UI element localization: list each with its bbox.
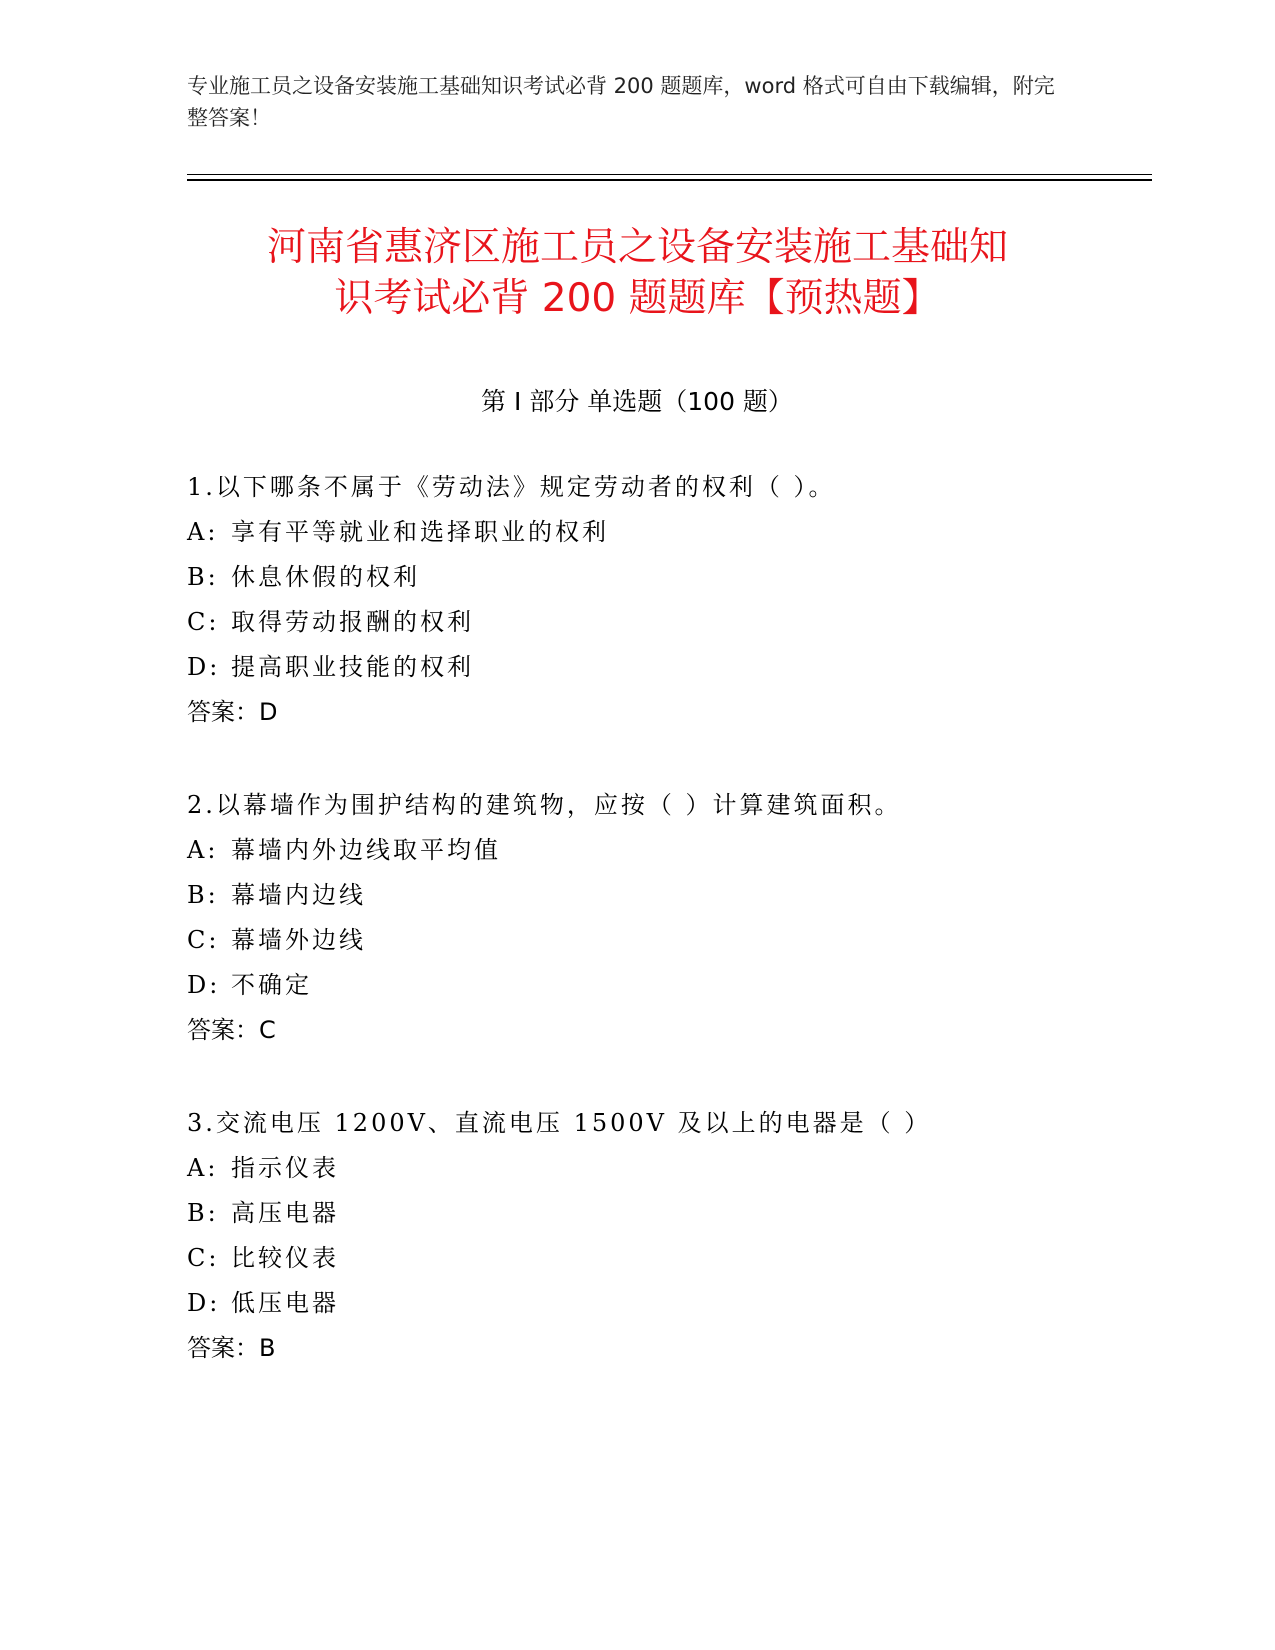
question-stem: 3.交流电压 1200V、直流电压 1500V 及以上的电器是（ ） (187, 1109, 932, 1137)
document-title-line-1: 河南省惠济区施工员之设备安装施工基础知 (266, 225, 1008, 270)
option-text: 指示仪表 (231, 1154, 339, 1182)
header-rule-thick (187, 179, 1152, 181)
header-note: 专业施工员之设备安装施工基础知识考试必背 200 题题库，word 格式可自由下载编辑，附完整答案！ (187, 74, 1055, 130)
option-a (187, 828, 1147, 873)
option-text: 比较仪表 (231, 1244, 339, 1272)
option-letter: B: (187, 881, 219, 909)
option-letter: D: (187, 1289, 221, 1317)
answer: 答案：B (187, 1334, 276, 1362)
option-d (187, 645, 1147, 690)
option-b (187, 873, 1147, 918)
option-text: 低压电器 (231, 1289, 339, 1317)
option-letter: A: (187, 836, 219, 864)
answer: 答案：C (187, 1016, 276, 1044)
option-c (187, 600, 1147, 645)
option-text: 幕墙内边线 (231, 881, 366, 909)
option-letter: D: (187, 971, 221, 999)
option-letter: A: (187, 518, 219, 546)
question-stem: 2.以幕墙作为围护结构的建筑物，应按（ ）计算建筑面积。 (187, 791, 902, 819)
option-a (187, 1146, 1147, 1191)
option-text: 提高职业技能的权利 (231, 653, 474, 681)
option-letter: A: (187, 1154, 219, 1182)
option-text: 高压电器 (231, 1199, 339, 1227)
question-3 (187, 1101, 1147, 1371)
section-title: 第 I 部分 单选题（100 题） (481, 387, 793, 416)
option-letter: D: (187, 653, 221, 681)
option-d (187, 963, 1147, 1008)
option-letter: C: (187, 608, 220, 636)
option-letter: B: (187, 563, 219, 591)
document-title (150, 222, 1125, 324)
option-text: 不确定 (231, 971, 312, 999)
option-text: 幕墙内外边线取平均值 (231, 836, 501, 864)
question-stem: 1.以下哪条不属于《劳动法》规定劳动者的权利（ ）。 (187, 473, 836, 501)
option-d (187, 1281, 1147, 1326)
option-letter: C: (187, 1244, 220, 1272)
option-text: 幕墙外边线 (231, 926, 366, 954)
option-text: 休息休假的权利 (231, 563, 420, 591)
answer: 答案：D (187, 698, 278, 726)
option-letter: C: (187, 926, 220, 954)
question-2 (187, 783, 1147, 1053)
option-text: 取得劳动报酬的权利 (231, 608, 474, 636)
option-letter: B: (187, 1199, 219, 1227)
question-1 (187, 465, 1147, 735)
option-b (187, 1191, 1147, 1236)
header-rule-thin (187, 174, 1152, 175)
option-c (187, 1236, 1147, 1281)
option-text: 享有平等就业和选择职业的权利 (231, 518, 609, 546)
document-title-line-2: 识考试必背 200 题题库【预热题】 (334, 276, 941, 321)
option-a (187, 510, 1147, 555)
option-c (187, 918, 1147, 963)
option-b (187, 555, 1147, 600)
